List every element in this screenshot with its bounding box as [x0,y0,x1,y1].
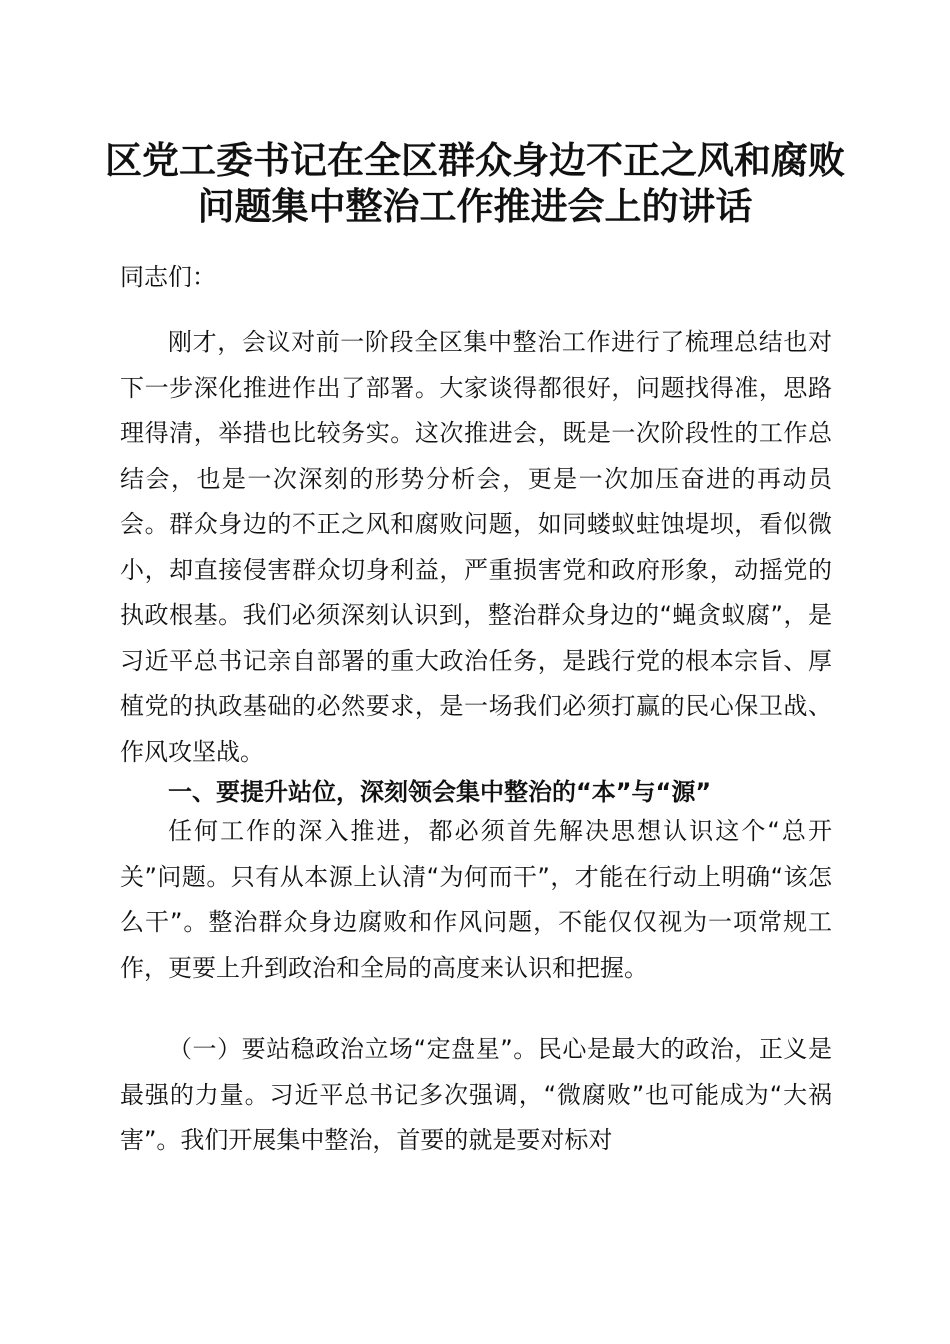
section-heading-1: 一、要提升站位，深刻领会集中整治的“本”与“源” [168,778,712,806]
paragraph-section-1: 任何工作的深入推进，都必须首先解决思想认识这个“总开关”问题。只有从本源上认清“为何而干”，才能在行动上明确“该怎么干”。整治群众身边腐败和作风问题，不能仅仅视为一项常规工作，更要上升到政治和全局的高度来认识和把握。 [120,817,832,982]
salutation: 同志们： [120,263,216,291]
paragraph-subsection-1: （一）要站稳政治立场“定盘星”。民心是最大的政治，正义是最强的力量。习近平总书记多次强调，“微腐败”也可能成为“大祸害”。我们开展集中整治，首要的就是要对标对 [120,1035,832,1154]
document-title-line-1: 区党工委书记在全区群众身边不正之风和腐败 [105,138,845,182]
paragraph-intro: 刚才，会议对前一阶段全区集中整治工作进行了梳理总结也对下一步深化推进作出了部署。大家谈得都很好，问题找得准，思路理得清，举措也比较务实。这次推进会，既是一次阶段性的工作总结会，也是一次深刻的形势分析会，更是一次加压奋进的再动员会。群众身边的不正之风和腐败问题，如同蝼蚁蛀蚀堤坝，看似微小，却直接侵害群众切身利益，严重损害党和政府形象，动摇党的执政根基。我们必须深刻认识到，整治群众身边的“蝇贪蚁腐”，是习近平总书记亲自部署的重大政治任务，是践行党的根本宗旨、厚植党的执政基础的必然要求，是一场我们必须打赢的民心保卫战、作风攻坚战。 [120,328,832,766]
document-title-line-2: 问题集中整治工作推进会上的讲话 [197,184,753,228]
